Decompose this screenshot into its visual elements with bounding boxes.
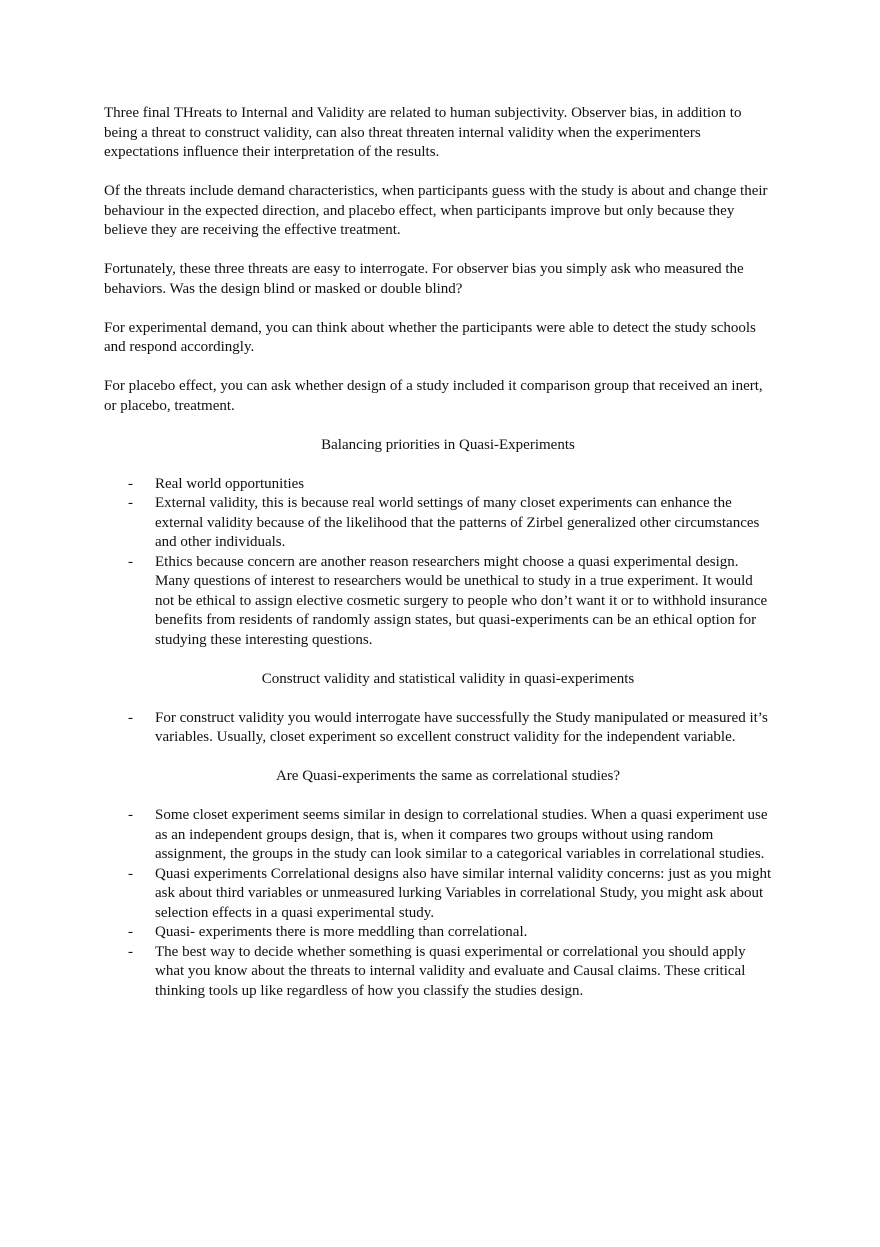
list-item [104, 709, 772, 748]
bullet-dash: - [128, 553, 133, 570]
section-heading-balancing-priorities: Balancing priorities in Quasi-Experiments [321, 436, 575, 453]
paragraph-demand-placebo: Of the threats include demand characteristics, when participants guess with the study is about and change their behaviour in the expected direction, and placebo effect, when participants improve but only because they believe they are receiving the effective treatment. [104, 183, 768, 238]
list-item [104, 943, 772, 1002]
list-item-text: For construct validity you would interrogate have successfully the Study manipulated or measured it’s variables. Usually, closet experiment so excellent construct validity for the independent variable. [155, 709, 768, 745]
paragraph-placebo-effect: For placebo effect, you can ask whether design of a study included it comparison group that received an inert, or placebo, treatment. [104, 378, 763, 414]
list-item [104, 806, 772, 865]
list-item-text: Real world opportunities [155, 475, 305, 492]
list-item-text: Some closet experiment seems similar in design to correlational studies. When a quasi experiment use as an independent groups design, that is, when it compares two groups without using random assignment, the groups in the study can look similar to a categorical variables in correlational studies. [155, 807, 768, 862]
bullet-dash: - [128, 924, 133, 940]
bullet-dash: - [128, 475, 133, 492]
paragraph-experimental-demand: For experimental demand, you can think about whether the participants were able to detect the study schools and respond accordingly. [104, 319, 756, 355]
bullet-dash: - [128, 865, 133, 882]
list-item-text: Quasi experiments Correlational designs also have similar internal validity concerns: just as you might ask about third variables or unmeasured lurking Variables in correlational Study, you might ask about selection effects in a quasi experimental study. [155, 865, 772, 921]
list-item-text: Quasi- experiments there is more meddling than correlational. [155, 924, 528, 940]
list-item [104, 865, 772, 924]
bullet-dash: - [128, 943, 133, 960]
list-item [104, 494, 772, 553]
paragraph-observer-bias: Three final THreats to Internal and Validity are related to human subjectivity. Observer bias, in addition to being a threat to construct validity, can also threat threaten internal validity when the experimenters expectations influence their interpretation of the results. [104, 105, 742, 160]
paragraph-interrogate-threats: Fortunately, these three threats are easy to interrogate. For observer bias you simply ask who measured the behaviors. Was the design blind or masked or double blind? [104, 261, 744, 297]
bullet-dash: - [128, 807, 133, 823]
bullet-dash: - [128, 709, 133, 726]
bullet-list-balancing-priorities [104, 475, 772, 651]
bullet-list-construct-validity [104, 709, 772, 748]
bullet-list-quasi-vs-correlational [104, 806, 772, 1001]
bullet-dash: - [128, 495, 133, 511]
section-heading-quasi-vs-correlational: Are Quasi-experiments the same as correlational studies? [275, 768, 621, 784]
section-heading-construct-validity: Construct validity and statistical validity in quasi-experiments [261, 670, 635, 687]
list-item-text: The best way to decide whether something is quasi experimental or correlational you should apply what you know about the threats to internal validity and evaluate and Causal claims. These critical thinking tools up like regardless of how you classify the studies design. [155, 943, 746, 999]
list-item [104, 475, 772, 495]
list-item-text: External validity, this is because real world settings of many closet experiments can enhance the external validity because of the likelihood that the patterns of Zirbel generalized other circumstances and other individuals. [155, 495, 760, 550]
list-item-text: Ethics because concern are another reason researchers might choose a quasi experimental design. Many questions of interest to researchers would be unethical to study in a true experiment. It would not be ethical to assign elective cosmetic surgery to people who don’t want it or to withhold insurance benefits from residents of randomly assign states, but quasi-experiments can be an ethical option for studying these interesting questions. [155, 553, 768, 648]
list-item [104, 923, 772, 943]
list-item [104, 553, 772, 651]
